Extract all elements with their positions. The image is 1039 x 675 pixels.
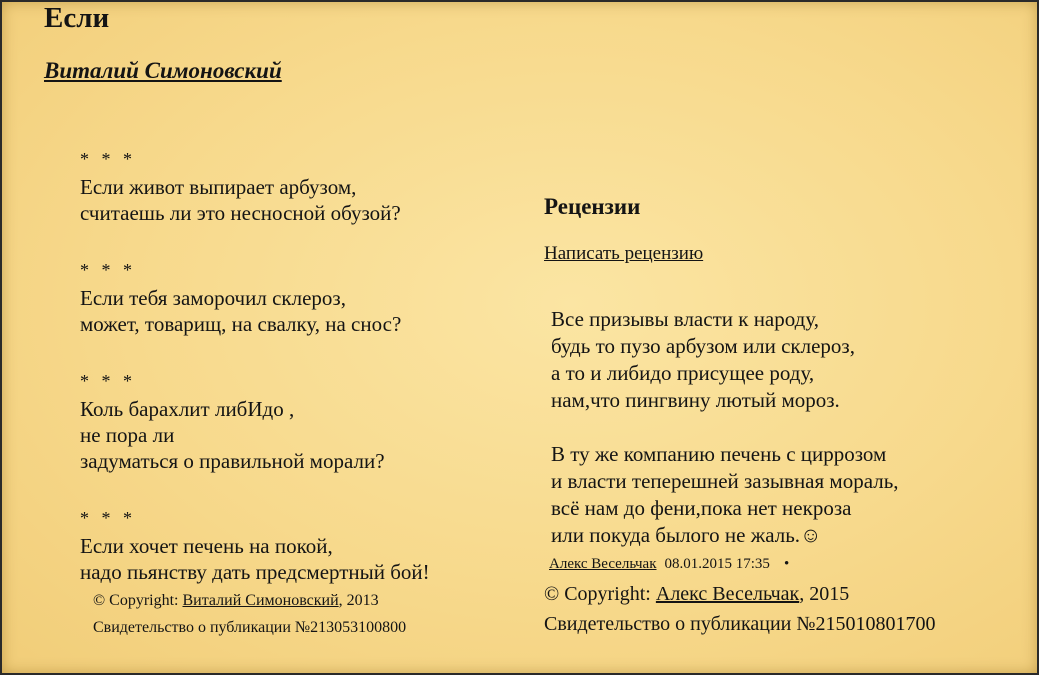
poem-line: задуматься о правильной морали? — [80, 449, 385, 473]
poem-line: Если живот выпирает арбузом, — [80, 175, 357, 199]
copyright-author-link[interactable]: Виталий Симоновский — [182, 592, 339, 609]
poem-body — [80, 145, 490, 589]
review-line: а то и либидо присущее роду, — [551, 361, 815, 385]
stanza-separator: * * * — [80, 371, 136, 391]
poem-stanza-4 — [80, 504, 490, 585]
publication-certificate: Свидетельство о публикации №215010801700 — [544, 613, 936, 635]
copyright-line — [544, 579, 935, 609]
copyright-year: , 2015 — [799, 583, 850, 605]
review-date: 08.01.2015 17:35 — [664, 556, 770, 572]
poem-line: считаешь ли это несносной обузой? — [80, 201, 401, 225]
review-line: будь то пузо арбузом или склероз, — [551, 334, 855, 358]
stanza-separator: * * * — [80, 508, 136, 528]
poem-stanza-1 — [80, 145, 490, 252]
poem-stanza-2 — [80, 256, 490, 363]
copyright-prefix: © Copyright: — [544, 583, 656, 605]
bullet-icon: • — [783, 556, 790, 572]
review-line: нам,что пингвину лютый мороз. — [551, 388, 840, 412]
reviews-heading: Рецензии — [544, 194, 641, 219]
copyright-year: , 2013 — [338, 592, 379, 609]
copyright-block-review — [544, 579, 935, 639]
copyright-block-poem — [93, 587, 406, 641]
review-meta — [549, 552, 789, 576]
poem-line: может, товарищ, на свалку, на снос? — [80, 312, 402, 336]
review-line: и власти теперешней зазывная мораль, — [551, 469, 899, 493]
copyright-author-link[interactable]: Алекс Весельчак — [655, 583, 800, 605]
review-line: или покуда былого не жаль.☺ — [551, 523, 822, 547]
review-line — [551, 414, 899, 441]
copyright-prefix: © Copyright: — [93, 592, 183, 609]
poem-line: Если хочет печень на покой, — [80, 534, 333, 558]
review-line: Все призывы власти к народу, — [551, 307, 819, 331]
publication-certificate: Свидетельство о публикации №213053100800 — [93, 619, 407, 636]
page-title: Если — [44, 2, 110, 34]
poem-stanza-3 — [80, 367, 490, 500]
copyright-line — [93, 587, 406, 614]
author-link[interactable]: Виталий Симоновский — [44, 58, 282, 83]
stanza-separator: * * * — [80, 260, 136, 280]
stanza-separator: * * * — [80, 149, 136, 169]
poem-line: Если тебя заморочил склероз, — [80, 286, 346, 310]
poem-line: Коль барахлит либИдо , — [80, 397, 295, 421]
reviewer-link[interactable]: Алекс Весельчак — [549, 556, 657, 572]
poem-line: не пора ли — [80, 423, 175, 447]
review-line: В ту же компанию печень с циррозом — [551, 442, 887, 466]
write-review-link[interactable]: Написать рецензию — [544, 243, 704, 264]
poem-line: надо пьянству дать предсмертный бой! — [80, 560, 430, 584]
review-body — [551, 306, 899, 549]
review-line: всё нам до фени,пока нет некроза — [551, 496, 852, 520]
